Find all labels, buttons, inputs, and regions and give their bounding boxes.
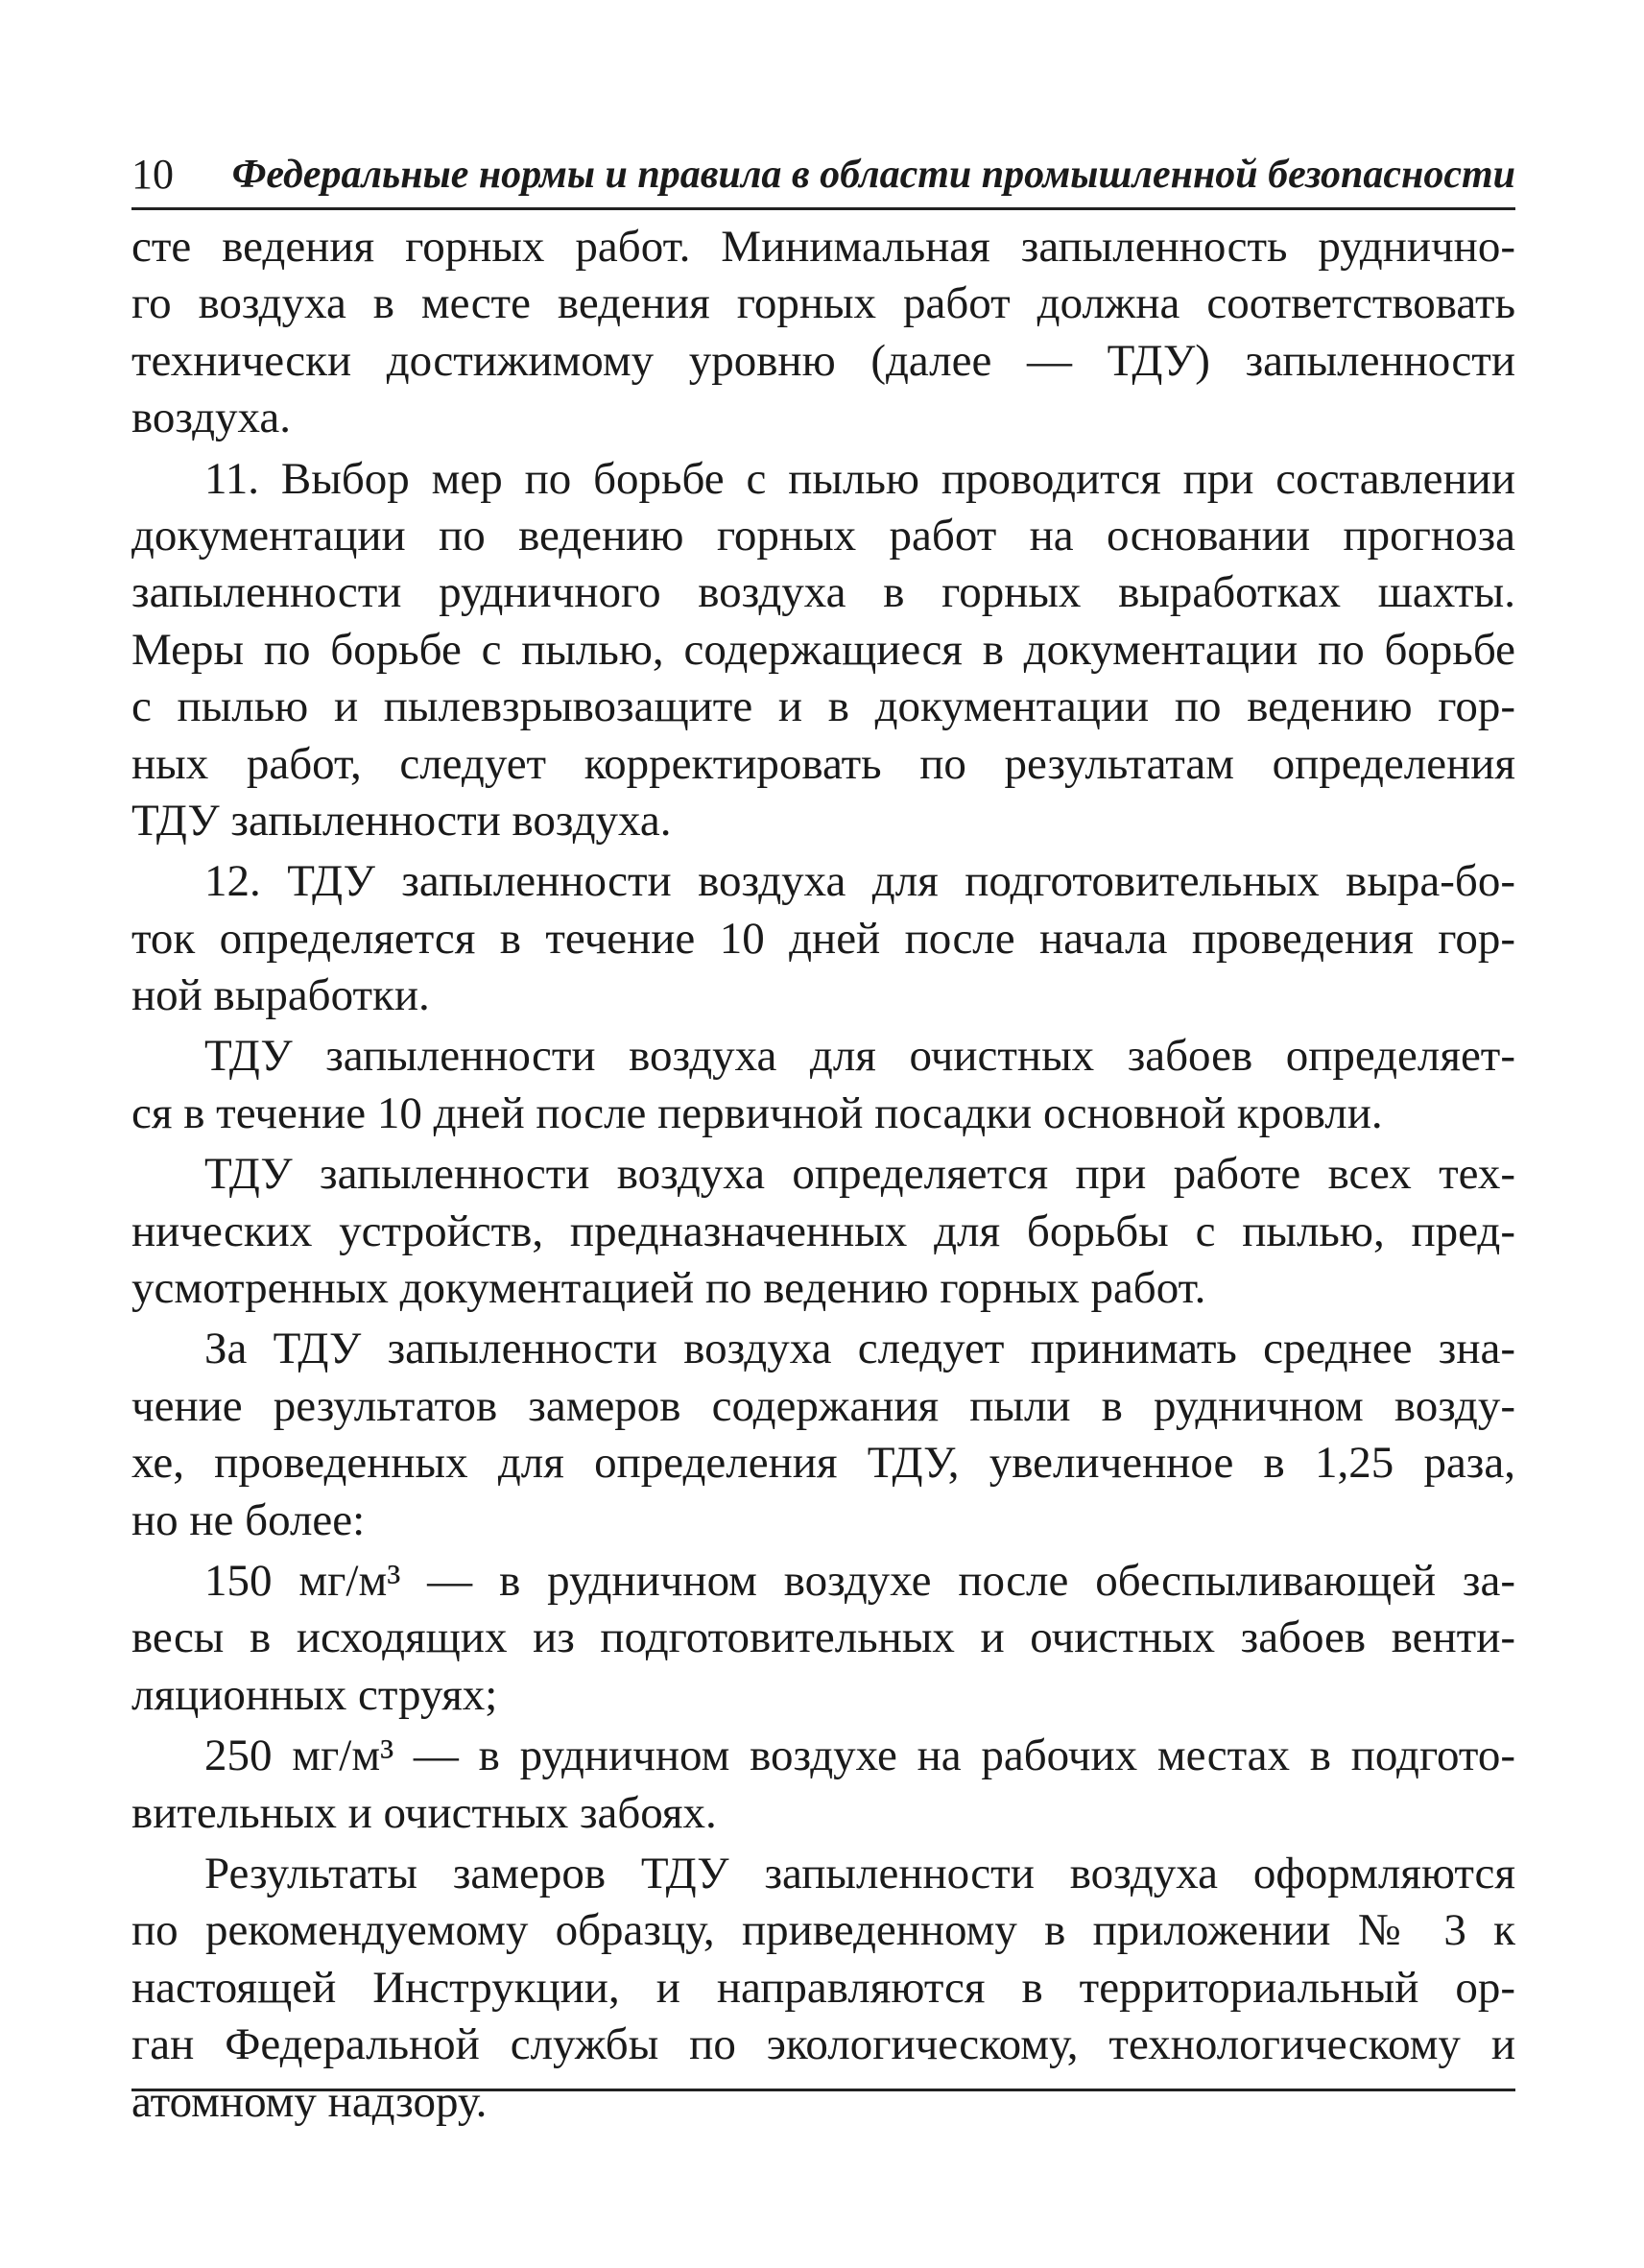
text-line: воздуха. (131, 393, 291, 443)
text-line: запыленности рудничного воздуха в горных выработках шахты. (131, 567, 1515, 618)
text-line: хе, проведенных для определения ТДУ, увеличенное в 1,25 раза, (131, 1438, 1515, 1489)
text-line: по рекомендуемому образцу, приведенному в приложении № 3 к (131, 1905, 1515, 1956)
text-line: 250 мг/м³ — в рудничном воздухе на рабочих местах в подгото- (204, 1731, 1515, 1781)
paragraph (131, 451, 1515, 850)
running-header-title: Федеральные нормы и правила в области промышленной безопасности (231, 153, 1515, 197)
text-line: Результаты замеров ТДУ запыленности воздуха оформляются (204, 1848, 1515, 1898)
text-line: настоящей Инструкции, и направляются в территориальный ор- (131, 1962, 1515, 2013)
text-line: 11. Выбор мер по борьбе с пылью проводится при составлении (204, 453, 1515, 504)
text-line: документации по ведению горных работ на основании прогноза (131, 510, 1515, 561)
text-line: вительных и очистных забоях. (131, 1787, 717, 1838)
text-line: но не более: (131, 1494, 366, 1545)
text-line: сте ведения горных работ. Минимальная запыленность руднично- (131, 222, 1515, 272)
text-line: ган Федеральной службы по экологическому, технологическому и (131, 2019, 1515, 2070)
text-line: весы в исходящих из подготовительных и очистных забоев венти- (131, 1612, 1515, 1663)
text-line: с пылью и пылевзрывозащите и в документации по ведению гор- (131, 681, 1515, 732)
paragraph (131, 219, 1515, 447)
text-line: Меры по борьбе с пылью, содержащиеся в документации по борьбе (131, 624, 1515, 675)
text-line: ных работ, следует корректировать по результатам определения (131, 738, 1515, 789)
paragraph (131, 1553, 1515, 1724)
text-line: атомному надзору. (131, 2076, 488, 2127)
text-line: 150 мг/м³ — в рудничном воздухе после обеспыливающей за- (204, 1555, 1515, 1606)
text-line: За ТДУ запыленности воздуха следует принимать среднее зна- (204, 1324, 1515, 1374)
paragraph (131, 1321, 1515, 1549)
body-text (131, 219, 1515, 2131)
text-line: го воздуха в месте ведения горных работ должна соответствовать (131, 278, 1515, 329)
text-line: технически достижимому уровню (далее — ТДУ) запыленности (131, 335, 1515, 386)
paragraph (131, 853, 1515, 1024)
text-line: ной выработки. (131, 970, 430, 1021)
text-line: ся в течение 10 дней после первичной посадки основной кровли. (131, 1087, 1383, 1138)
text-line: усмотренных документацией по ведению горных работ. (131, 1263, 1206, 1314)
running-header (131, 144, 1515, 210)
text-line: нических устройств, предназначенных для борьбы с пылью, пред- (131, 1206, 1515, 1256)
text-line: ток определяется в течение 10 дней после начала проведения гор- (131, 913, 1515, 964)
bottom-rule (131, 2089, 1515, 2091)
page-number: 10 (131, 151, 174, 198)
paragraph (131, 1146, 1515, 1317)
text-line: ТДУ запыленности воздуха. (131, 795, 672, 846)
text-line: ляционных струях; (131, 1669, 498, 1720)
text-line: чение результатов замеров содержания пыли в рудничном возду- (131, 1380, 1515, 1431)
text-line: ТДУ запыленности воздуха определяется при работе всех тех- (204, 1149, 1515, 1200)
paragraph (131, 1028, 1515, 1142)
text-line: 12. ТДУ запыленности воздуха для подготовительных выра-бо- (204, 856, 1515, 907)
paragraph (131, 1728, 1515, 1842)
text-line: ТДУ запыленности воздуха для очистных забоев определяет- (204, 1031, 1515, 1082)
